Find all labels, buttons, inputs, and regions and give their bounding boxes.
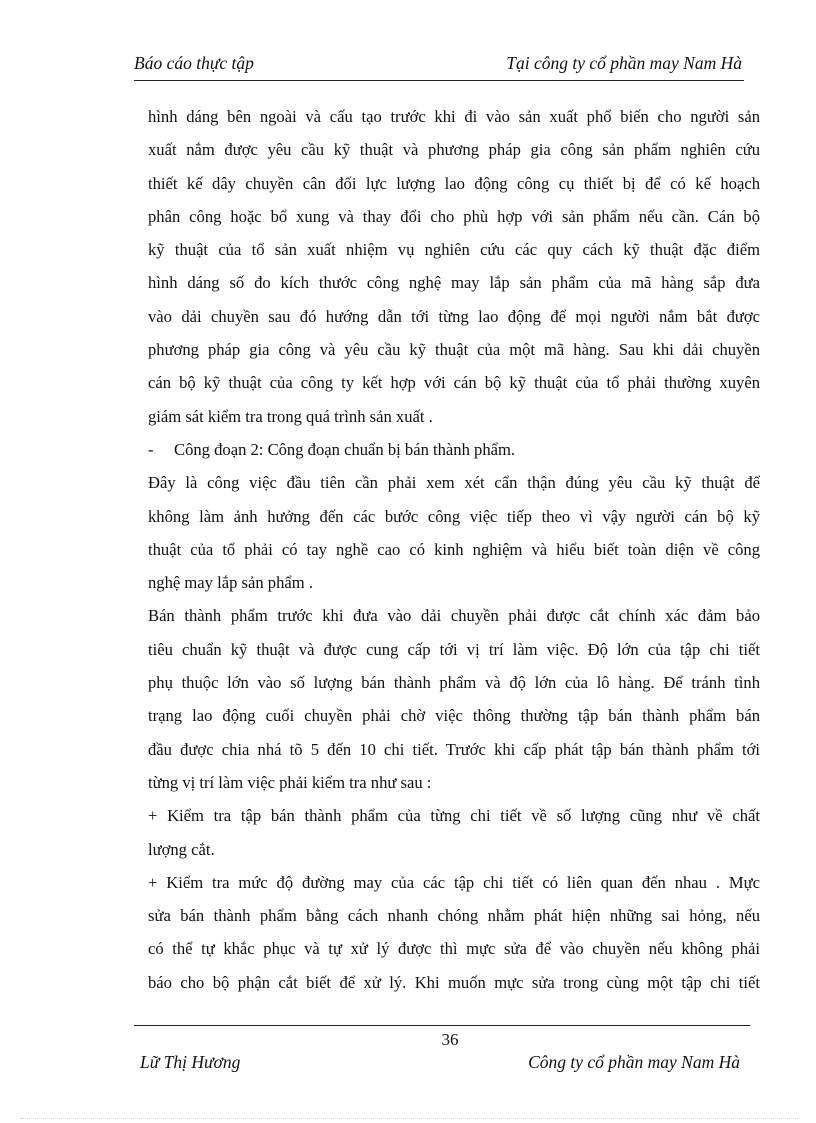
text-line: vào dải chuyền sau đó hướng dẫn tới từng lao động để mọi người nắm bắt được bbox=[148, 306, 760, 326]
text-line: sửa bán thành phẩm bằng cách nhanh chóng nhằm phát hiện những sai hỏng, nếu bbox=[148, 906, 760, 926]
text-line: có thể tự khắc phục và tự xử lý được thì mực sửa để vào chuyền nếu không phải bbox=[148, 939, 760, 959]
bullet-line bbox=[148, 433, 760, 466]
text-line: phụ thuộc lớn vào số lượng bán thành phẩm và độ lớn của lô hàng. Để tránh tình bbox=[148, 673, 760, 693]
page-header bbox=[134, 50, 742, 80]
text-line: Bán thành phẩm trước khi đưa vào dải chuyền phải được cắt chính xác đảm bảo bbox=[148, 606, 760, 626]
text-line: tiêu chuẩn kỹ thuật và được cung cấp tới vị trí làm việc. Độ lớn của tập chi tiết bbox=[148, 639, 760, 659]
header-company-name: Tại công ty cổ phần may Nam Hà bbox=[506, 53, 742, 73]
text-line: phương pháp gia công và yêu cầu kỹ thuật của một mã hàng. Sau khi dải chuyền bbox=[148, 340, 760, 360]
text-line: phân công hoặc bổ xung và thay đổi cho phù hợp với sản phẩm nếu cần. Cán bộ bbox=[148, 206, 760, 226]
text-line: lượng cắt. bbox=[148, 839, 215, 859]
text-line: + Kiểm tra tập bán thành phẩm của từng chi tiết về số lượng cũng như về chất bbox=[148, 806, 760, 826]
footer-divider bbox=[134, 1025, 750, 1026]
text-line: báo cho bộ phận cắt biết để xử lý. Khi muốn mực sửa trong cùng một tập chi tiết bbox=[148, 972, 760, 992]
text-line: xuất nắm được yêu cầu kỹ thuật và phương pháp gia công sản phẩm nghiên cứu bbox=[148, 140, 760, 160]
page-footer bbox=[140, 1050, 740, 1076]
header-divider bbox=[134, 80, 744, 81]
text-line: hình dáng bên ngoài và cấu tạo trước khi đi vào sản xuất phổ biến cho người sản bbox=[148, 107, 760, 126]
text-line: không làm ảnh hưởng đến các bước công việc tiếp theo vì vậy người cán bộ kỹ bbox=[148, 506, 760, 526]
footer-company-name: Công ty cổ phần may Nam Hà bbox=[528, 1052, 740, 1072]
text-line: + Kiểm tra mức độ đường may của các tập chi tiết có liên quan đến nhau . Mực bbox=[148, 872, 760, 892]
page-number: 36 bbox=[441, 1030, 459, 1049]
text-line: cán bộ kỹ thuật của công ty kết hợp với cán bộ kỹ thuật của tổ phải thường xuyên bbox=[148, 373, 760, 393]
text-line: trạng lao động cuối chuyền phải chờ việc thông thường tập bán thành phẩm bán bbox=[148, 706, 760, 726]
text-line: từng vị trí làm việc phải kiểm tra như sau : bbox=[148, 772, 432, 792]
header-report-title: Báo cáo thực tập bbox=[134, 53, 254, 73]
footer-author: Lữ Thị Hương bbox=[140, 1052, 241, 1072]
page-edge-divider bbox=[20, 1118, 800, 1119]
text-line: hình dáng số đo kích thước công nghệ may lắp sản phẩm của mã hàng sắp đưa bbox=[148, 273, 760, 293]
text-line: đầu được chia nhá tõ 5 đến 10 chi tiết. Trước khi cấp phát tập bán thành phẩm tới bbox=[148, 739, 760, 759]
bullet-marker: - bbox=[148, 439, 154, 459]
text-line: nghệ may lắp sản phẩm . bbox=[148, 573, 313, 593]
text-line: thiết kế dây chuyền cân đối lực lượng lao động công cụ thiết bị để có kế hoạch bbox=[148, 173, 760, 193]
text-line: kỹ thuật của tổ sản xuất nhiệm vụ nghiên cứu các quy cách kỹ thuật đặc điểm bbox=[148, 240, 760, 260]
bullet-text: Công đoạn 2: Công đoạn chuẩn bị bán thành phẩm. bbox=[174, 439, 516, 459]
text-line: thuật của tổ phải có tay nghề cao có kinh nghiệm và hiểu biết toàn diện về công bbox=[148, 539, 760, 559]
text-line: giám sát kiểm tra trong quá trình sản xuất . bbox=[148, 406, 433, 426]
body-text bbox=[148, 100, 760, 999]
text-line: Đây là công việc đầu tiên cần phải xem xét cẩn thận đúng yêu cầu kỹ thuật để bbox=[148, 473, 760, 493]
